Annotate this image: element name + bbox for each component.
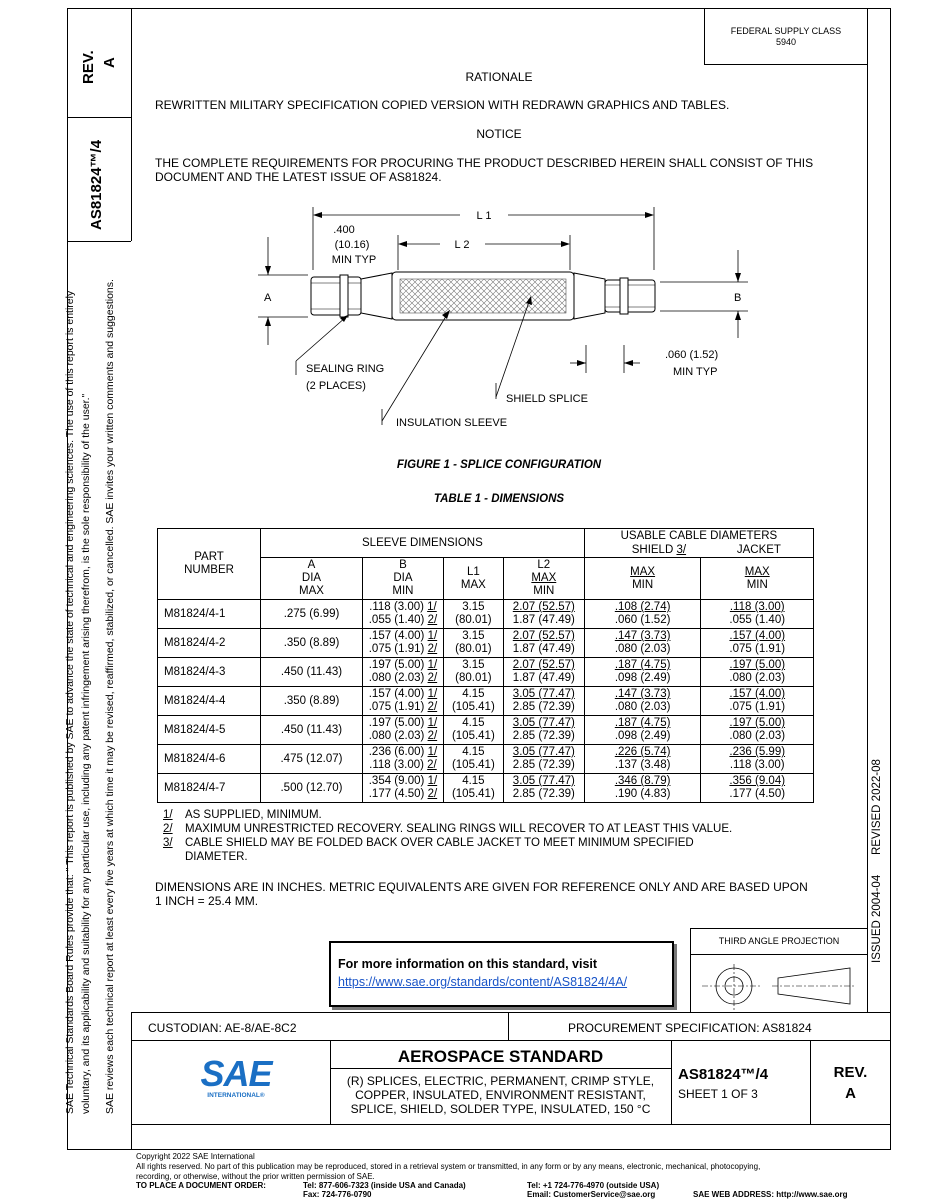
procurement-spec: PROCUREMENT SPECIFICATION: AS81824 (568, 1021, 812, 1035)
header-l2: L2 MAX MIN (503, 558, 584, 600)
jacket-dia: .157 (4.00) .075 (1.91) (701, 629, 814, 658)
shield-dia: .187 (4.75) .098 (2.49) (584, 658, 701, 687)
desc-line-2: COPPER, INSULATED, ENVIRONMENT RESISTANT, (355, 1088, 646, 1102)
order-label: TO PLACE A DOCUMENT ORDER: (136, 1181, 266, 1190)
header-part-number: PART NUMBER (158, 529, 261, 600)
custodian: CUSTODIAN: AE-8/AE-8C2 (148, 1021, 297, 1035)
jacket-dia: .157 (4.00) .075 (1.91) (701, 687, 814, 716)
header-a: A DIA MAX (261, 558, 363, 600)
dim-a: .350 (8.89) (261, 687, 363, 716)
part-number: M81824/4-5 (158, 716, 261, 745)
sheet-number: SHEET 1 OF 3 (678, 1087, 758, 1101)
dim-l1: 3.15 (80.01) (443, 658, 503, 687)
right-col-edge (867, 8, 868, 1012)
table-row (158, 658, 814, 687)
l1-label: L 1 (476, 210, 492, 222)
part-number: M81824/4-3 (158, 658, 261, 687)
dim-b: .236 (6.00) 1/ .118 (3.00) 2/ (362, 745, 443, 774)
header-jacket: MAX MIN (701, 558, 814, 600)
sae-logo (196, 1053, 276, 1106)
dim-l2: 2.07 (52.57) 1.87 (47.49) (503, 600, 584, 629)
jacket-dia: .236 (5.99) .118 (3.00) (701, 745, 814, 774)
table-title: TABLE 1 - DIMENSIONS (433, 493, 565, 505)
footnote-3: 3/ CABLE SHIELD MAY BE FOLDED BACK OVER CABLE JACKET TO MEET MINIMUM SPECIFIED (163, 837, 694, 849)
dim-l1: 4.15 (105.41) (443, 745, 503, 774)
shield-dia: .226 (5.74) .137 (3.48) (584, 745, 701, 774)
dim-a: .475 (12.07) (261, 745, 363, 774)
std-title: AEROSPACE STANDARD (397, 1047, 604, 1066)
doc-sep (810, 1040, 811, 1124)
dim-a: .450 (11.43) (261, 658, 363, 687)
dim-l2: 3.05 (77.47) 2.85 (72.39) (503, 687, 584, 716)
dim-l2: 2.07 (52.57) 1.87 (47.49) (503, 658, 584, 687)
dim-a: .500 (12.70) (261, 774, 363, 803)
email[interactable]: Email: CustomerService@sae.org (527, 1190, 656, 1199)
dim-l1: 3.15 (80.01) (443, 600, 503, 629)
titleblock-left (131, 1012, 132, 1150)
shield-splice-hatch (400, 279, 566, 313)
left-col-divider-1 (67, 117, 131, 118)
rev-label: REV. (833, 1064, 868, 1081)
dim-l1: 4.15 (105.41) (443, 774, 503, 803)
shield-splice-label: SHIELD SPLICE (506, 393, 588, 405)
dim-a: .450 (11.43) (261, 716, 363, 745)
shield-dia: .147 (3.73) .080 (2.03) (584, 629, 701, 658)
fax: Fax: 724-776-0790 (303, 1190, 372, 1199)
header-b: B DIA MIN (362, 558, 443, 600)
issued-date: ISSUED 2004-04 (871, 874, 883, 963)
sae-logo-mark: SAE (200, 1053, 272, 1094)
side-rev-letter: A (101, 57, 118, 68)
table-row (158, 687, 814, 716)
revised-date: REVISED 2022-08 (871, 759, 883, 855)
fsc-label: FEDERAL SUPPLY CLASS (730, 26, 842, 36)
dim-l2: 2.07 (52.57) 1.87 (47.49) (503, 629, 584, 658)
label-a: A (264, 292, 272, 304)
tel-outside: Tel: +1 724-776-4970 (outside USA) (527, 1181, 660, 1190)
dim-a: .350 (8.89) (261, 629, 363, 658)
dim-060: .060 (1.52) (665, 349, 719, 361)
dims-note-2: 1 INCH = 25.4 MM. (155, 894, 259, 908)
min-typ-right: MIN TYP (673, 366, 718, 378)
dim-b: .157 (4.00) 1/ .075 (1.91) 2/ (362, 629, 443, 658)
dimensions-table (157, 528, 814, 803)
sealing-ring-places: (2 PLACES) (306, 380, 366, 392)
jacket-dia: .118 (3.00) .055 (1.40) (701, 600, 814, 629)
min-typ-left: MIN TYP (331, 254, 377, 266)
left-sealing-ring (340, 275, 348, 317)
fsc-number: 5940 (775, 37, 797, 47)
custodian-sep (508, 1012, 509, 1040)
shield-dia: .147 (3.73) .080 (2.03) (584, 687, 701, 716)
third-angle-label: THIRD ANGLE PROJECTION (718, 936, 840, 946)
dim-b: .118 (3.00) 1/ .055 (1.40) 2/ (362, 600, 443, 629)
doc-number: AS81824™/4 (678, 1066, 769, 1083)
dim-l2: 3.05 (77.47) 2.85 (72.39) (503, 774, 584, 803)
right-taper (574, 273, 605, 319)
dim-1016: (10.16) (334, 239, 370, 251)
dim-b: .354 (9.00) 1/ .177 (4.50) 2/ (362, 774, 443, 803)
dim-a: .275 (6.99) (261, 600, 363, 629)
header-l1: L1 MAX (443, 558, 503, 600)
std-title-underline (330, 1068, 671, 1069)
part-number: M81824/4-4 (158, 687, 261, 716)
info-box (329, 941, 674, 1007)
dim-l1: 4.15 (105.41) (443, 716, 503, 745)
dim-b: .197 (5.00) 1/ .080 (2.03) 2/ (362, 716, 443, 745)
left-end-tube (311, 277, 361, 315)
rights-1: All rights reserved. No part of this publication may be reproduced, stored in a retrieval system or transmitted, in any form or by any means, electronic, mechanical, photocopying, (136, 1162, 761, 1171)
notice-line-2: DOCUMENT AND THE LATEST ISSUE OF AS81824. (155, 170, 442, 184)
rights-2: recording, or otherwise, without the prior written permission of SAE. (136, 1172, 375, 1181)
shield-dia: .108 (2.74) .060 (1.52) (584, 600, 701, 629)
sealing-ring-label: SEALING RING (306, 363, 385, 375)
dim-b: .197 (5.00) 1/ .080 (2.03) 2/ (362, 658, 443, 687)
titleblock-bottom (131, 1124, 891, 1125)
part-number: M81824/4-7 (158, 774, 261, 803)
label-b: B (734, 292, 742, 304)
side-rev: REV. (80, 50, 97, 84)
dims-note-1: DIMENSIONS ARE IN INCHES. METRIC EQUIVALENTS ARE GIVEN FOR REFERENCE ONLY AND ARE BASED UPON (155, 880, 808, 894)
header-sleeve-dimensions: SLEEVE DIMENSIONS (261, 529, 585, 558)
third-angle-divider (690, 954, 868, 955)
figure-caption: FIGURE 1 - SPLICE CONFIGURATION (396, 459, 602, 471)
third-angle-symbol (700, 960, 860, 1012)
table-row (158, 774, 814, 803)
tel-us: Tel: 877-606-7323 (inside USA and Canada) (303, 1181, 466, 1190)
splice-figure (130, 195, 866, 445)
dim-400: .400 (333, 224, 355, 236)
dim-l1: 3.15 (80.01) (443, 629, 503, 658)
left-taper (361, 273, 392, 319)
custodian-divider (131, 1040, 891, 1041)
jacket-dia: .197 (5.00) .080 (2.03) (701, 716, 814, 745)
right-sealing-ring (620, 278, 628, 314)
jacket-dia: .197 (5.00) .080 (2.03) (701, 658, 814, 687)
part-number: M81824/4-6 (158, 745, 261, 774)
footnote-3-cont: DIAMETER. (185, 851, 248, 863)
table-row (158, 716, 814, 745)
copyright: Copyright 2022 SAE International (136, 1152, 255, 1161)
part-number: M81824/4-2 (158, 629, 261, 658)
rev-letter: A (845, 1085, 856, 1102)
l2-label: L 2 (454, 239, 470, 251)
sae-logo-sub: INTERNATIONAL® (207, 1092, 265, 1099)
part-number: M81824/4-1 (158, 600, 261, 629)
jacket-dia: .356 (9.04) .177 (4.50) (701, 774, 814, 803)
rationale-text: REWRITTEN MILITARY SPECIFICATION COPIED VERSION WITH REDRAWN GRAPHICS AND TABLES. (155, 98, 730, 112)
table-row (158, 629, 814, 658)
side-note-2: voluntary, and its applicability and suitability for any particular use, including any patent infringement arising therefrom, is the sole responsibility of the user." (80, 393, 92, 1114)
desc-line-1: (R) SPLICES, ELECTRIC, PERMANENT, CRIMP STYLE, (346, 1074, 655, 1088)
rationale-title: RATIONALE (465, 70, 533, 84)
side-note-1: SAE Technical Standards Board Rules provide that: " This report is published by SAE to advance the state of technical and engineering sciences. The use of this report is entirely (64, 290, 76, 1114)
dim-l1: 4.15 (105.41) (443, 687, 503, 716)
shield-dia: .346 (8.79) .190 (4.83) (584, 774, 701, 803)
dim-l2: 3.05 (77.47) 2.85 (72.39) (503, 716, 584, 745)
dim-b: .157 (4.00) 1/ .075 (1.91) 2/ (362, 687, 443, 716)
side-doc-number: AS81824™/4 (88, 139, 105, 230)
desc-line-3: SPLICE, SHIELD, SOLDER TYPE, INSULATED, 150 °C (350, 1102, 651, 1116)
info-title: For more information on this standard, visit (338, 957, 598, 971)
footnote-2: 2/ MAXIMUM UNRESTRICTED RECOVERY. SEALING RINGS WILL RECOVER TO AT LEAST THIS VALUE. (163, 823, 733, 835)
footnote-1: 1/ AS SUPPLIED, MINIMUM. (163, 809, 322, 821)
insulation-sleeve-label: INSULATION SLEEVE (396, 417, 508, 429)
standard-url-link[interactable]: https://www.sae.org/standards/content/AS81824/4A/ (338, 975, 628, 989)
shield-dia: .187 (4.75) .098 (2.49) (584, 716, 701, 745)
header-usable-cable: USABLE CABLE DIAMETERS SHIELD 3/ JACKET (584, 529, 813, 558)
desc-sep (671, 1040, 672, 1124)
table-row (158, 745, 814, 774)
notice-line-1: THE COMPLETE REQUIREMENTS FOR PROCURING THE PRODUCT DESCRIBED HEREIN SHALL CONSIST OF THIS (155, 156, 814, 170)
side-note-3: SAE reviews each technical report at least every five years at which time it may be revised, reaffirmed, stabilized, or cancelled. SAE invites your written comments and suggestions. (104, 279, 116, 1114)
titleblock-top (131, 1012, 891, 1013)
web-address[interactable]: SAE WEB ADDRESS: http://www.sae.org (693, 1190, 848, 1199)
table-row (158, 600, 814, 629)
left-col-divider-2 (67, 241, 131, 242)
notice-title: NOTICE (476, 127, 522, 141)
header-shield: MAX MIN (584, 558, 701, 600)
dim-l2: 3.05 (77.47) 2.85 (72.39) (503, 745, 584, 774)
